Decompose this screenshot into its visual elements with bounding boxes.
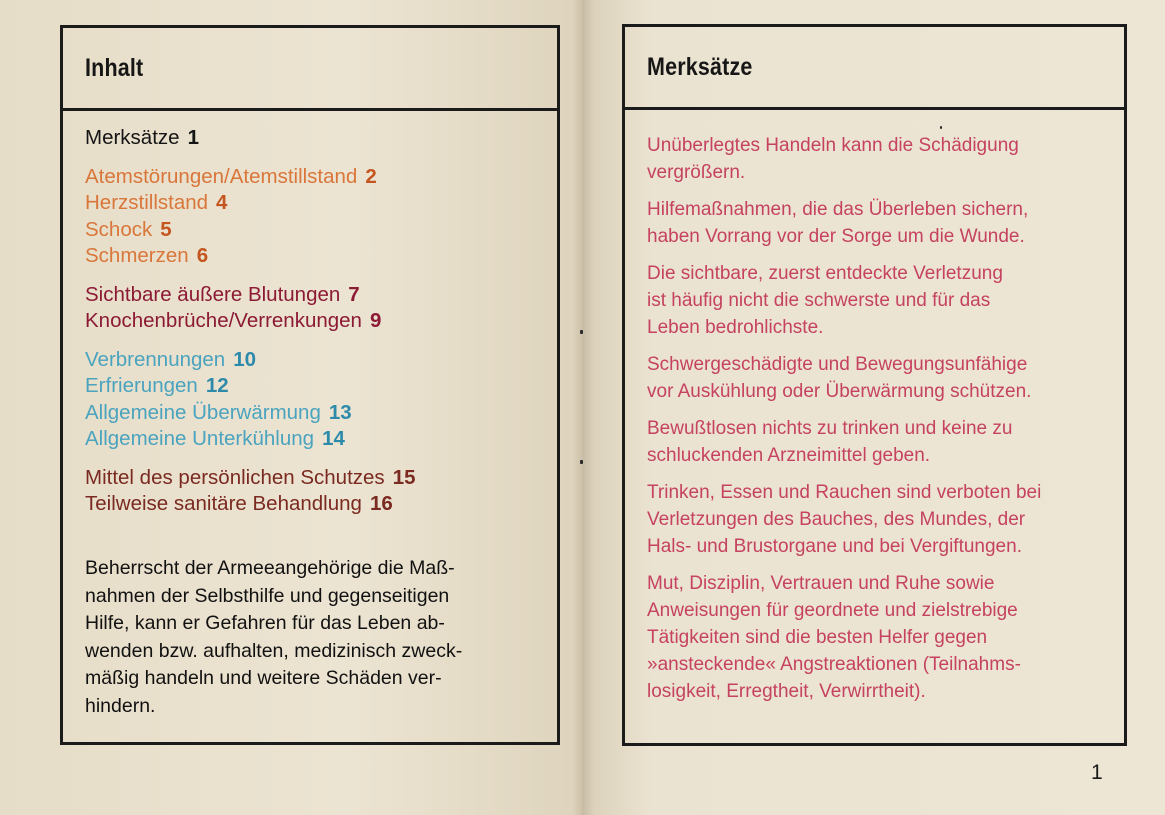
- print-speck: [580, 330, 583, 334]
- toc-entry: [85, 190, 557, 217]
- summary-line: Hilfe, kann er Gefahren für das Leben ab-: [85, 612, 445, 634]
- toc-entry-label: Merksätze: [85, 126, 180, 149]
- toc-entry-page: 4: [216, 191, 228, 214]
- book-spine: [572, 0, 594, 815]
- merksatz-line: Mut, Disziplin, Vertrauen und Ruhe sowie: [647, 573, 995, 594]
- toc-entry-label: Teilweise sanitäre Behandlung: [85, 492, 362, 515]
- toc-entry-page: 5: [160, 217, 172, 241]
- toc-group: [85, 125, 557, 152]
- summary-line: mäßig handeln und weitere Schäden ver-: [85, 667, 442, 689]
- merksatz-line: Unüberlegtes Handeln kann die Schädigung: [647, 135, 1019, 156]
- merksatz-line: vor Auskühlung oder Überwärmung schützen.: [647, 381, 1032, 402]
- toc-entry: [85, 125, 557, 152]
- toc-entry-label: Herzstillstand: [85, 191, 209, 214]
- toc-group: [85, 347, 557, 453]
- merksatz-line: Tätigkeiten sind die besten Helfer gegen: [647, 627, 988, 648]
- toc-entry: [85, 308, 557, 335]
- toc-entry: [85, 243, 557, 270]
- contents-title: Inhalt: [85, 53, 144, 82]
- merksatz-line: Anweisungen für geordnete und zielstrebige: [647, 600, 1018, 621]
- merksaetze-title: Merksätze: [647, 52, 753, 81]
- toc-entry-page: 14: [322, 427, 345, 450]
- toc-group: [85, 282, 557, 335]
- table-of-contents: [63, 111, 557, 518]
- toc-group: [85, 465, 557, 518]
- merksatz: [647, 196, 1107, 250]
- merksatz-line: Hilfemaßnahmen, die das Überleben sichern,: [647, 199, 1029, 220]
- contents-header: [63, 28, 557, 111]
- toc-entry-page: 7: [348, 282, 360, 306]
- merksatz-line: Bewußtlosen nichts zu trinken und keine zu: [647, 418, 1013, 439]
- summary-line: Beherrscht der Armeeangehörige die Maß-: [85, 557, 455, 579]
- merksatz: [647, 570, 1107, 705]
- merksatz-line: ist häufig nicht die schwerste und für das: [647, 290, 991, 311]
- merksatz-line: Die sichtbare, zuerst entdeckte Verletzung: [647, 263, 1003, 284]
- merksatz-line: schluckenden Arzneimittel geben.: [647, 445, 931, 466]
- toc-entry: [85, 347, 557, 374]
- toc-entry-label: Knochenbrüche/Verrenkungen: [85, 309, 362, 332]
- merksatz-line: Trinken, Essen und Rauchen sind verboten bei: [647, 482, 1042, 503]
- merksatz-line: Schwergeschädigte und Bewegungsunfähige: [647, 354, 1028, 375]
- merksatz-line: vergrößern.: [647, 162, 746, 183]
- toc-entry-label: Schmerzen: [85, 244, 189, 267]
- toc-entry: [85, 491, 557, 518]
- toc-entry-page: 1: [187, 126, 199, 149]
- toc-entry: [85, 164, 557, 191]
- toc-entry-label: Atemstörungen/Atemstillstand: [85, 164, 358, 188]
- merksatz: [647, 132, 1107, 186]
- toc-entry-label: Allgemeine Unterkühlung: [85, 427, 315, 450]
- merksatz-line: »ansteckende« Angstreaktionen (Teilnahms-: [647, 654, 1021, 675]
- merksatz-line: Leben bedrohlichste.: [647, 317, 824, 338]
- merksatz-line: losigkeit, Erregtheit, Verwirrtheit).: [647, 681, 926, 702]
- summary-line: wenden bzw. aufhalten, medizinisch zweck-: [85, 639, 463, 662]
- contents-box: [60, 25, 560, 745]
- merksatz: [647, 351, 1107, 405]
- toc-entry: [85, 373, 557, 400]
- print-speck: [580, 460, 583, 464]
- merksatz: [647, 479, 1107, 560]
- toc-entry-page: 12: [205, 374, 229, 397]
- print-speck: [940, 126, 942, 129]
- merksatz-line: Verletzungen des Bauches, des Mundes, der: [647, 509, 1026, 530]
- toc-entry-page: 15: [392, 465, 416, 489]
- toc-entry-label: Erfrierungen: [85, 374, 198, 397]
- toc-entry: [85, 217, 557, 244]
- toc-entry: [85, 400, 557, 427]
- toc-entry-label: Verbrennungen: [85, 347, 226, 371]
- summary-line: hindern.: [85, 694, 156, 717]
- toc-entry-label: Schock: [85, 217, 153, 241]
- page-number: 1: [1091, 761, 1103, 784]
- merksatz-line: Hals- und Brustorgane und bei Vergiftungen.: [647, 536, 1022, 557]
- summary-paragraph: [85, 555, 525, 720]
- merksaetze-header: [625, 27, 1124, 110]
- toc-entry-page: 9: [369, 309, 382, 332]
- toc-entry-page: 13: [328, 400, 352, 424]
- merksatz: [647, 260, 1107, 341]
- merksatz: [647, 415, 1107, 469]
- toc-entry-page: 2: [365, 164, 377, 188]
- toc-entry: [85, 426, 557, 453]
- toc-entry-label: Allgemeine Überwärmung: [85, 400, 321, 424]
- toc-entry-label: Mittel des persönlichen Schutzes: [85, 465, 385, 489]
- merksaetze-list: [625, 110, 1124, 705]
- toc-entry: [85, 465, 557, 492]
- toc-entry-label: Sichtbare äußere Blutungen: [85, 282, 341, 306]
- toc-group: [85, 164, 557, 270]
- toc-entry-page: 10: [233, 347, 257, 371]
- summary-line: nahmen der Selbsthilfe und gegenseitigen: [85, 584, 450, 607]
- toc-entry-page: 6: [196, 244, 209, 267]
- toc-entry: [85, 282, 557, 309]
- toc-entry-page: 16: [369, 492, 393, 515]
- merksaetze-box: [622, 24, 1127, 746]
- merksatz-line: haben Vorrang vor der Sorge um die Wunde.: [647, 226, 1025, 247]
